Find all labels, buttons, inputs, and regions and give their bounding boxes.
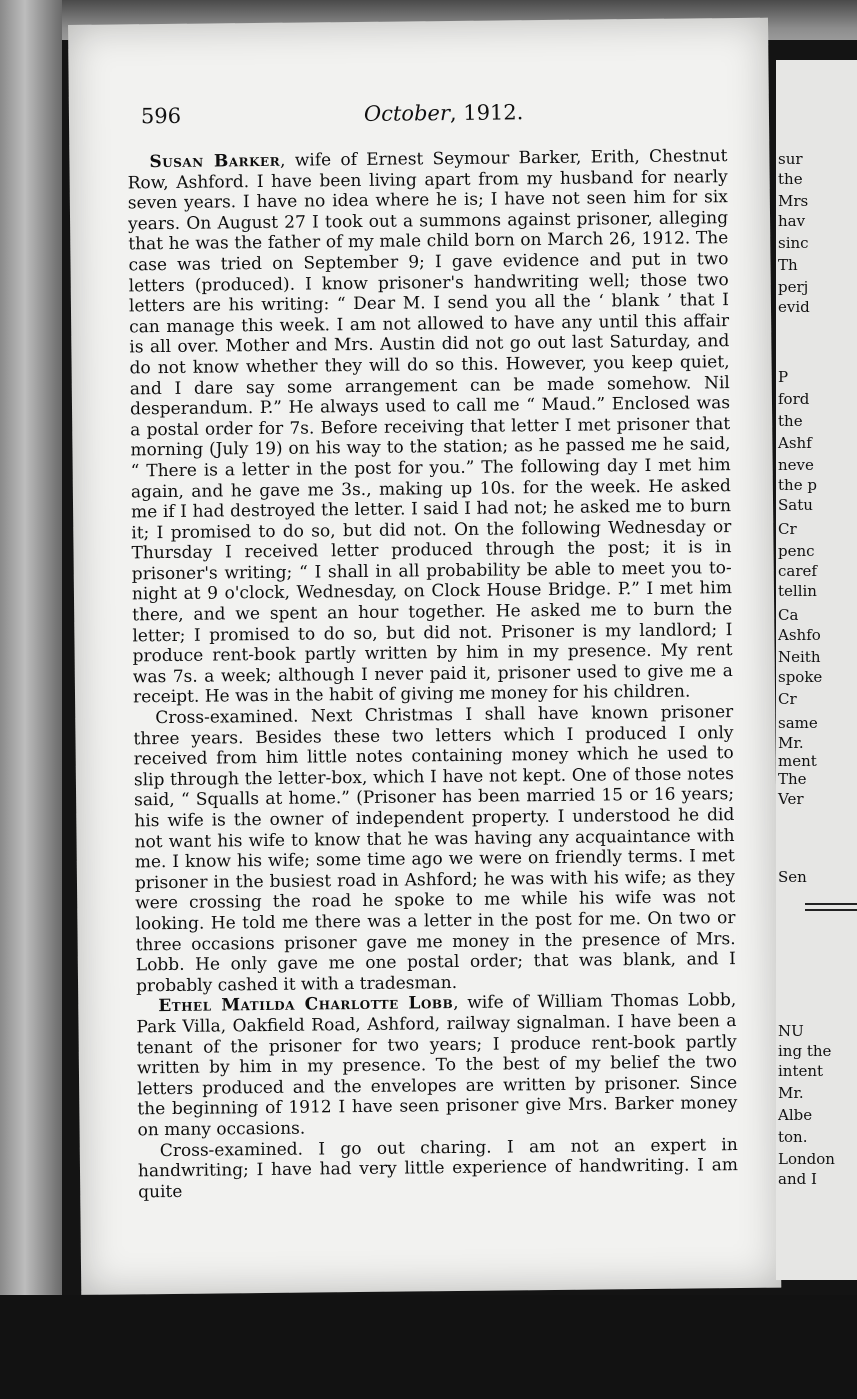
witness-name: Susan Barker xyxy=(149,150,281,173)
paragraph-text: , wife of William Thomas Lobb, Park Villa, Oakfield Road, Ashford, railway signalman. I have been a tenant of the prisoner for two years; I produce rent-book partly written by him in my presence. To the best of my belief the two letters produced and the envelopes are written by prisoner. Since the beginning of 1912 I have seen prisoner give Mrs. Barker money on many occasions. xyxy=(136,990,738,1141)
facing-page-text: neve xyxy=(778,456,814,474)
paragraph-text: , wife of Ernest Seymour Barker, Erith, Chestnut Row, Ashford. I have been living apart from my husband for nearly seven years. I have no idea where he is; I have not seen him for six years. On August 27 I took out a summons against prisoner, alleging that he was the father of my male child born on March 26, 1912. The case was tried on September 9; I gave evidence and put in two letters (produced). I know prisoner's handwriting well; those two letters are his writing: “ Dear M. I send you all the ‘ blank ’ that I can manage this week. I am not allowed to have any until this affair is all over. Mother and Mrs. Austin did not go out last Saturday, and do not know whether they will do so this. However, you keep quiet, and I dare say some arrangement can be made somehow. Nil desperandum. P.” He always used to call me “ Maud.” Enclosed was a postal order for 7s. Before receiving that letter I met prisoner that morning (July 19) on his way to the station; as he passed me he said, “ There is a letter in the post for you.” The following day I met him again, and he gave me 3s., making up 10s. for the week. He asked me if I had destroyed the letter. I said I had not; he asked me to burn it; I promised to do so, but did not. On the following Wednesday or Thursday I received letter produced through the post; it is in prisoner's writing; “ I shall in all probability be able to meet you to-night at 9 o'clock, Wednesday, on Clock House Bridge. P.” I met him there, and we spent an hour together. He asked me to burn the letter; I promised to do so, but did not. Prisoner is my landlord; I produce rent-book partly written by him in my presence. My rent was 7s. a week; although I never paid it, prisoner used to give me a receipt. He was in the habit of giving me money for his children. xyxy=(127,146,733,708)
facing-page-text: caref xyxy=(778,562,817,580)
facing-page-text: Cr xyxy=(778,690,797,708)
page-header xyxy=(141,98,701,134)
running-head-month: October xyxy=(363,101,451,126)
facing-page-text: sur xyxy=(778,150,803,168)
facing-page-text: ing the xyxy=(778,1042,832,1060)
witness-name: Ethel Matilda Charlotte Lobb xyxy=(158,993,454,1017)
paragraph-lobb-testimony xyxy=(136,990,737,1140)
facing-page-text: Mr. xyxy=(778,734,804,752)
facing-page-text: Ver xyxy=(778,790,804,808)
facing-page-text: Sen xyxy=(778,868,807,886)
page-number: 596 xyxy=(140,103,182,129)
facing-page-text: Ashfo xyxy=(778,626,821,644)
running-head xyxy=(364,100,524,126)
facing-page-text: perj xyxy=(778,278,809,296)
facing-page-text: The xyxy=(778,770,807,788)
section-rule xyxy=(805,903,857,905)
section-rule xyxy=(805,909,857,911)
paragraph-text: Cross-examined. Next Christmas I shall have known prisoner three years. Besides these two letters which I produced I only received from him little notes containing money which he used to slip through the letter-box, which I have not kept. One of those notes said, “ Squalls at home.” (Prisoner has been married 15 or 16 years; his wife is the owner of independent property. I understood he did not want his wife to know that he was having any acquaintance with me. I know his wife; some time ago we were on friendly terms. I met prisoner in the busiest road in Ashford; he was with his wife; as they were crossing the road he spoke to me while his wife was not looking. He told me there was a letter in the post for me. On two or three occasions prisoner gave me money in the presence of Mrs. Lobb. He only gave me one postal order; that was blank, and I probably cashed it with a tradesman. xyxy=(133,702,736,997)
book-page xyxy=(68,18,781,1295)
facing-page-text: sinc xyxy=(778,234,809,252)
facing-page-text: intent xyxy=(778,1062,824,1080)
facing-page-text: London xyxy=(778,1150,835,1168)
facing-page-text: Neith xyxy=(778,648,821,666)
running-head-year: , 1912. xyxy=(449,100,524,126)
facing-page-text: NU xyxy=(778,1022,804,1040)
facing-page-text: same xyxy=(778,714,818,732)
facing-page-text: Ashf xyxy=(778,434,812,452)
paragraph-cross-examined-barker xyxy=(133,702,736,997)
facing-page-text: evid xyxy=(778,298,810,316)
scan-bottom-edge xyxy=(0,1295,857,1399)
facing-page-text: the xyxy=(778,170,803,188)
facing-page-text: Ca xyxy=(778,606,799,624)
facing-page-text: ford xyxy=(778,390,810,408)
paragraph-barker-testimony xyxy=(127,146,733,708)
facing-page-text: ton. xyxy=(778,1128,808,1146)
facing-page-text: Satu xyxy=(778,496,813,514)
body-text xyxy=(127,146,738,1203)
facing-page-text: Th xyxy=(778,256,798,274)
facing-page-text: penc xyxy=(778,542,815,560)
book-binding-shadow xyxy=(0,0,62,1399)
facing-page-text: hav xyxy=(778,212,806,230)
facing-page-text: Mrs xyxy=(778,192,809,210)
paragraph-text: Cross-examined. I go out charing. I am not an expert in handwriting; I have had very little experience of handwriting. I am quite xyxy=(137,1134,739,1203)
facing-page-text: Albe xyxy=(778,1106,813,1124)
facing-page-text: P xyxy=(778,368,789,386)
facing-page-text: Mr. xyxy=(778,1084,804,1102)
facing-page-text: tellin xyxy=(778,582,817,600)
paragraph-cross-examined-lobb xyxy=(138,1135,739,1203)
facing-page-text: the xyxy=(778,412,803,430)
facing-page-text: ment xyxy=(778,752,817,770)
facing-page-text: and I xyxy=(778,1170,817,1188)
facing-page-text: Cr xyxy=(778,520,797,538)
facing-page-text: the p xyxy=(778,476,817,494)
facing-page-text: spoke xyxy=(778,668,823,686)
